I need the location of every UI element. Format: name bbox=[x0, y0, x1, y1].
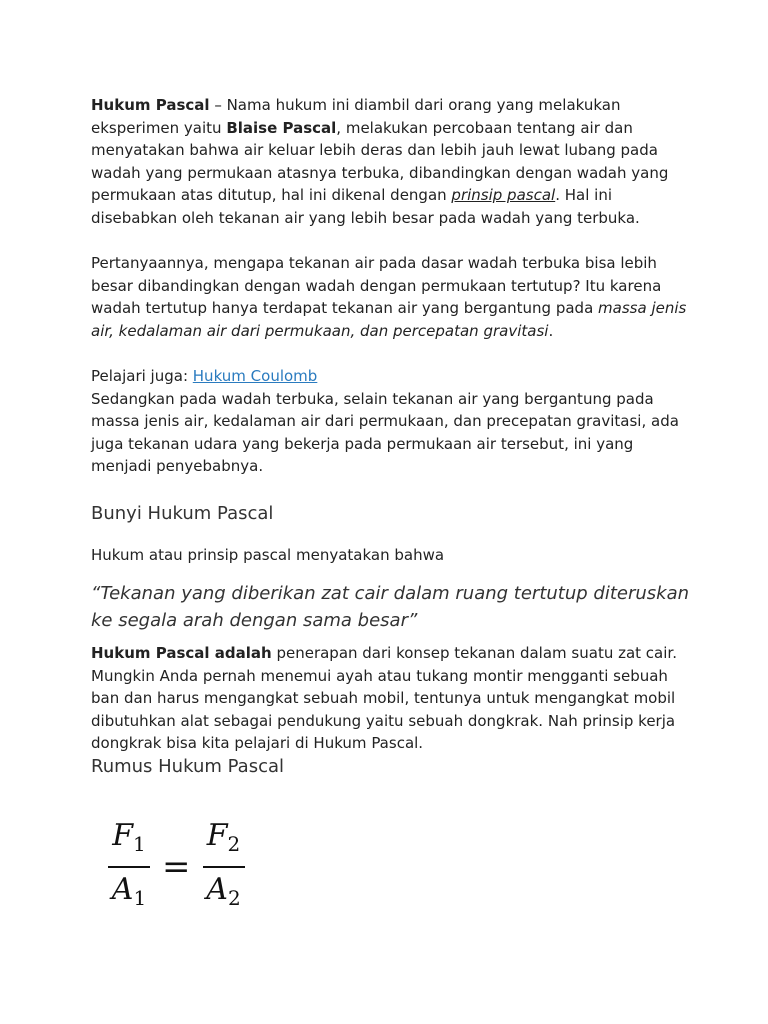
paragraph-text: Sedangkan pada wadah terbuka, selain tekanan air yang bergantung pada massa jenis air, kedalaman air dari permukaan, dan precepatan gravitasi, ada juga tekanan udara yang bekerja pada permukaan air tersebut, ini yang menjadi penyebabnya. bbox=[91, 389, 679, 475]
italic-factors: massa jenis air, kedalaman air dari permukaan, dan percepatan gravitasi bbox=[91, 299, 687, 340]
paragraph-question bbox=[91, 252, 691, 342]
fraction-left bbox=[108, 816, 150, 918]
fraction-bar bbox=[203, 866, 245, 868]
name-blaise-pascal: Blaise Pascal bbox=[226, 118, 337, 137]
fraction-right bbox=[203, 816, 245, 918]
paragraph-text: – Nama hukum ini diambil dari orang yang melakukan eksperimen yaitu bbox=[91, 96, 621, 137]
paragraph-text: . Hal ini disebabkan oleh tekanan air yang lebih besar pada wadah yang terbuka. bbox=[91, 186, 640, 227]
paragraph-text: , melakukan percobaan tentang air dan menyatakan bahwa air keluar lebih deras dan lebih jauh lewat lubang pada wadah yang permukaan atasnya terbuka, dibandingkan dengan wadah yang permukaan atas ditutup, hal ini dikenal dengan bbox=[91, 118, 669, 204]
pascal-formula bbox=[108, 816, 245, 918]
denominator-a2: $A_2$ bbox=[206, 872, 241, 910]
numerator-f1: $F_1$ bbox=[112, 818, 146, 856]
paragraph-text: penerapan dari konsep tekanan dalam suatu zat cair. Mungkin Anda pernah menemui ayah atau tukang montir mengganti sebuah ban dan harus mengangkat sebuah mobil, tentunya untuk mengangkat mobil dibutuhkan alat sebagai pendukung yaitu sebuah dongkrak. Nah prinsip kerja dongkrak bisa kita pelajari di Hukum Pascal. bbox=[91, 644, 677, 752]
term-hukum-pascal: Hukum Pascal bbox=[91, 96, 210, 114]
paragraph-statement-intro: Hukum atau prinsip pascal menyatakan bahwa bbox=[91, 545, 445, 564]
numerator-f2: $F_2$ bbox=[206, 818, 241, 856]
prinsip-pascal-text: prinsip pascal bbox=[451, 186, 556, 204]
heading-rumus: Rumus Hukum Pascal bbox=[91, 755, 285, 777]
related-label: Pelajari juga: bbox=[91, 367, 193, 385]
denominator-a1: $A_1$ bbox=[111, 872, 147, 910]
pascal-quote: “Tekanan yang diberikan zat cair dalam ruang tertutup diteruskan ke segala arah dengan sama besar” bbox=[91, 583, 690, 631]
bold-definition: Hukum Pascal adalah bbox=[91, 644, 272, 662]
hukum-coulomb-link[interactable]: Hukum Coulomb bbox=[192, 367, 318, 385]
paragraph-text: . bbox=[548, 321, 554, 340]
paragraph-application bbox=[91, 642, 691, 755]
heading-bunyi: Bunyi Hukum Pascal bbox=[91, 502, 274, 524]
paragraph-text: Pertanyaannya, mengapa tekanan air pada dasar wadah terbuka bisa lebih besar dibandingkan dengan wadah dengan permukaan tertutup? Itu karena wadah tertutup hanya terdapat tekanan air yang bergantung pada bbox=[91, 254, 662, 317]
equals-sign: = bbox=[162, 847, 191, 887]
article bbox=[91, 94, 691, 779]
paragraph-related bbox=[91, 365, 691, 478]
paragraph-intro bbox=[91, 94, 691, 229]
fraction-bar bbox=[108, 866, 150, 868]
